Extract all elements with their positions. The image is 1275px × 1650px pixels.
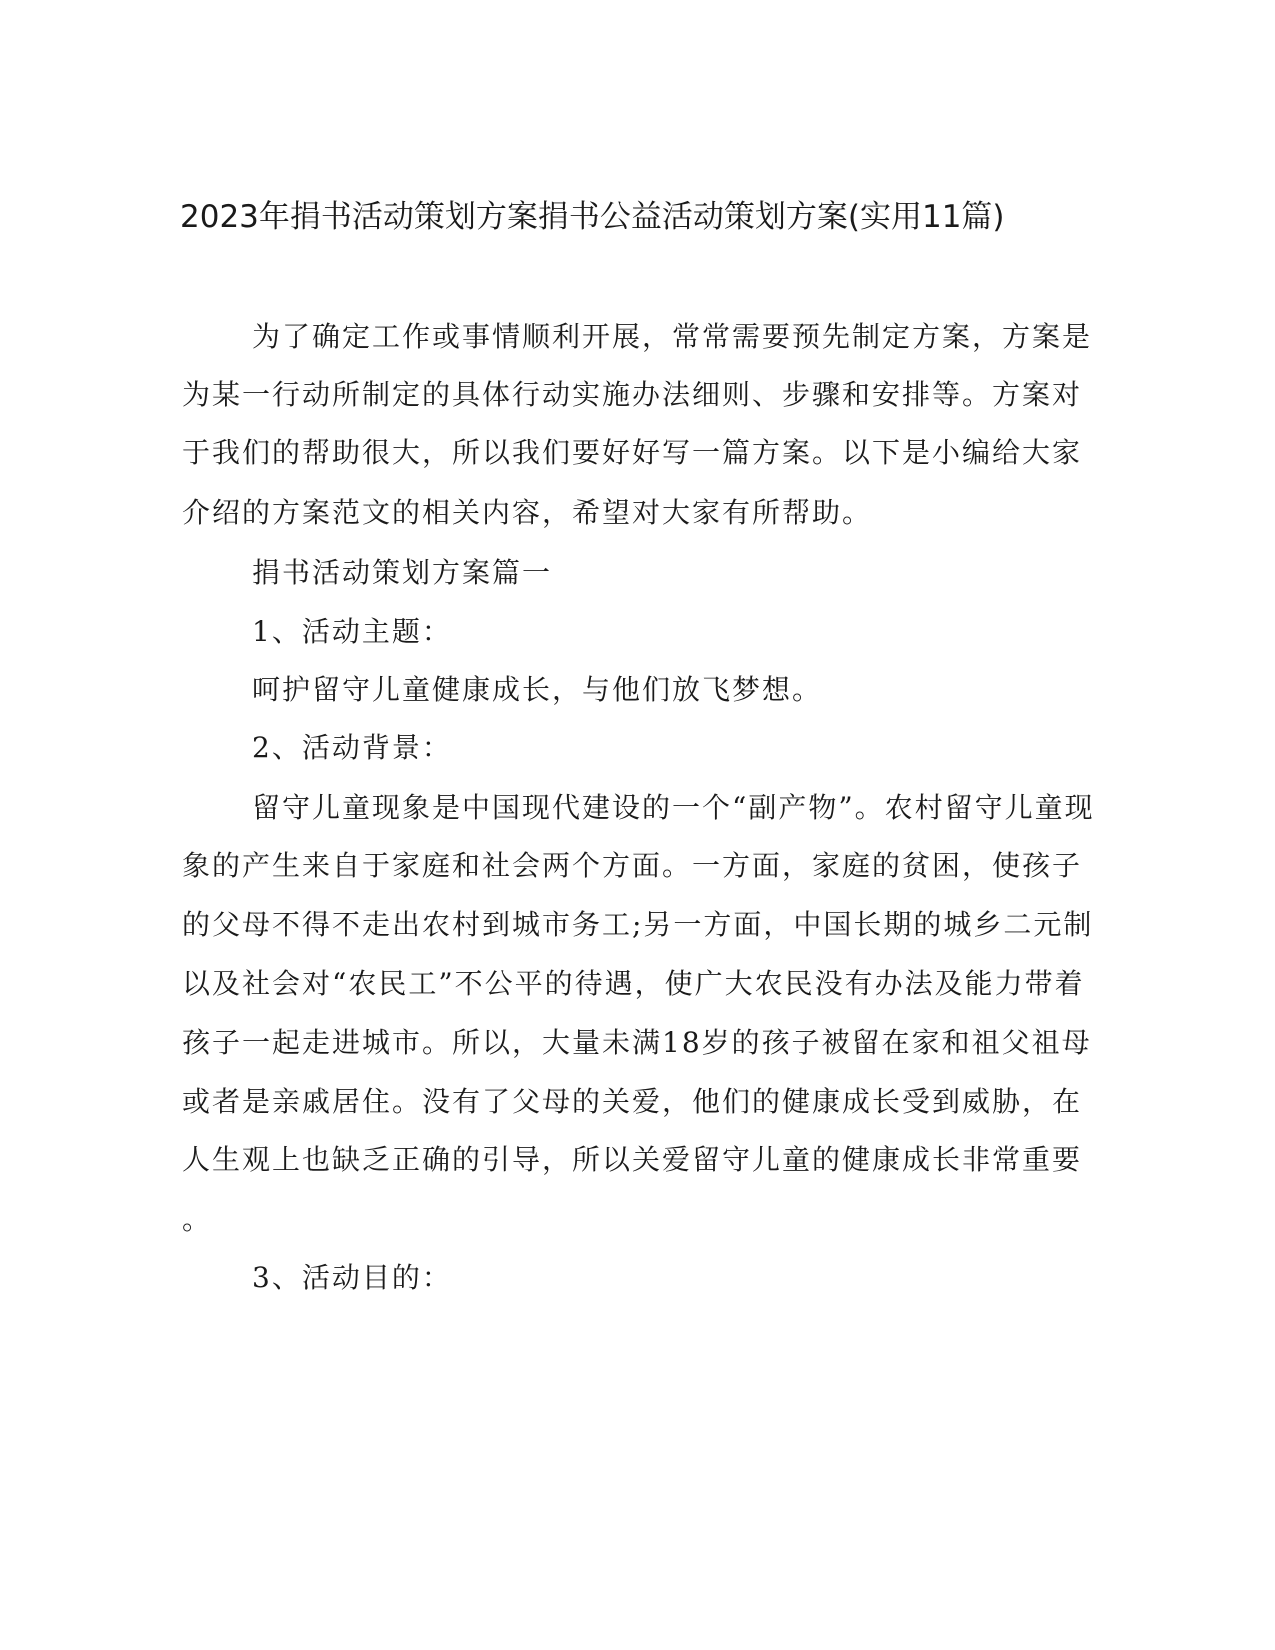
background-line-4: 以及社会对“农民工”不公平的待遇，使广大农民没有办法及能力带着	[182, 967, 1085, 1000]
background-line-1: 留守儿童现象是中国现代建设的一个“副产物”。农村留守儿童现	[252, 791, 1095, 824]
background-line-5: 孩子一起走进城市。所以，大量未满18岁的孩子被留在家和祖父祖母	[182, 1026, 1092, 1059]
subheading-theme: 1、活动主题：	[252, 615, 452, 648]
background-line-3: 的父母不得不走出农村到城市务工;另一方面，中国长期的城乡二元制	[182, 908, 1094, 941]
intro-line-4: 介绍的方案范文的相关内容，希望对大家有所帮助。	[182, 496, 873, 529]
background-line-6: 或者是亲戚居住。没有了父母的关爱，他们的健康成长受到威胁，在	[182, 1085, 1083, 1118]
background-line-2: 象的产生来自于家庭和社会两个方面。一方面，家庭的贫困，使孩子	[182, 849, 1083, 882]
background-line-7: 人生观上也缺乏正确的引导，所以关爱留守儿童的健康成长非常重要	[182, 1143, 1083, 1176]
subheading-purpose: 3、活动目的：	[252, 1261, 452, 1294]
background-line-8: 。	[182, 1203, 213, 1236]
document-title: 2023年捐书活动策划方案捐书公益活动策划方案(实用11篇)	[180, 199, 1005, 235]
intro-line-3: 于我们的帮助很大，所以我们要好好写一篇方案。以下是小编给大家	[182, 436, 1083, 469]
intro-line-2: 为某一行动所制定的具体行动实施办法细则、步骤和安排等。方案对	[182, 378, 1083, 411]
theme-text: 呵护留守儿童健康成长，与他们放飞梦想。	[252, 673, 823, 706]
subheading-background: 2、活动背景：	[252, 731, 452, 764]
section-heading: 捐书活动策划方案篇一	[252, 556, 553, 589]
intro-line-1: 为了确定工作或事情顺利开展，常常需要预先制定方案，方案是	[252, 320, 1093, 353]
